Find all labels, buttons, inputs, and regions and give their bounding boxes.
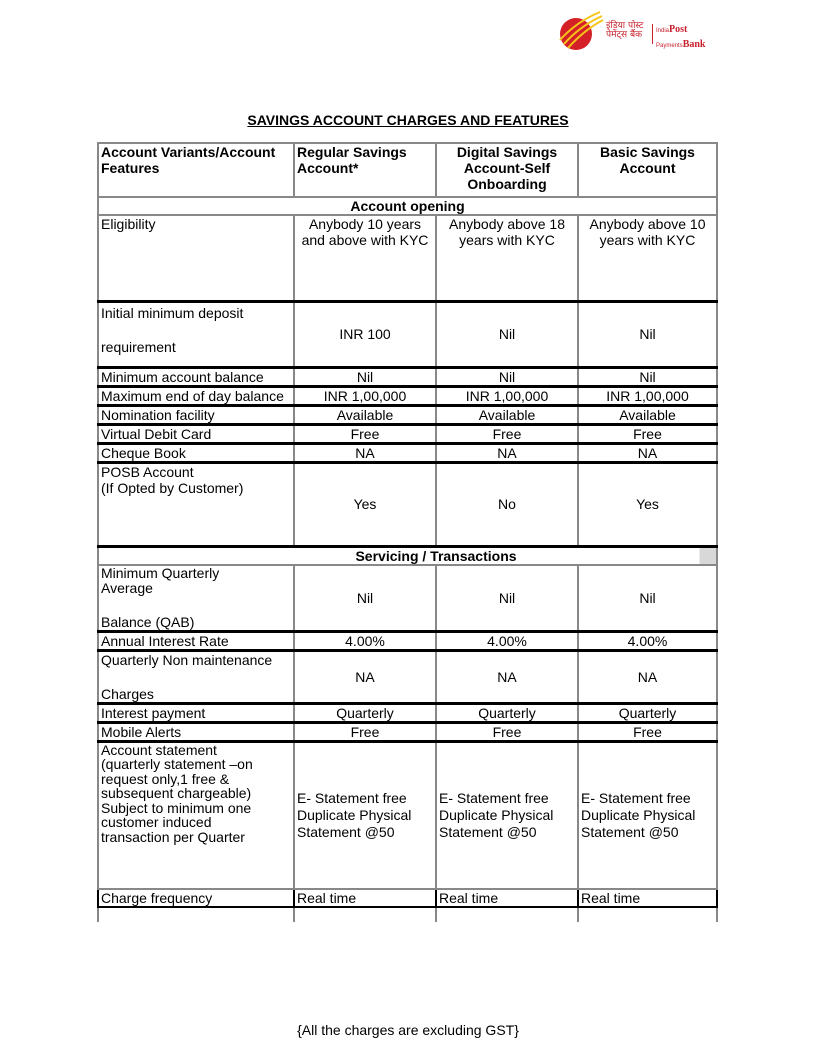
feature-cell: Charge frequency xyxy=(98,889,294,907)
ippb-logo xyxy=(556,8,726,52)
feature-cell xyxy=(98,301,294,367)
empty-cell xyxy=(98,907,294,922)
logo-hindi-line2: पेमेंट्स बैंक xyxy=(606,30,643,40)
header-regular: Regular Savings Account* xyxy=(294,143,436,197)
feature-cell: Nomination facility xyxy=(98,405,294,424)
table-row xyxy=(98,462,717,546)
feature-line: requirement xyxy=(101,338,176,355)
empty-cell xyxy=(436,907,578,922)
logo-separator xyxy=(652,24,653,44)
regular-cell: Nil xyxy=(294,565,436,632)
digital-cell: Nil xyxy=(436,565,578,632)
header-feature: Account Variants/Account Features xyxy=(98,143,294,197)
section-title: Account opening xyxy=(98,197,717,215)
feature-line: Initial minimum deposit xyxy=(101,304,244,321)
basic-cell: Free xyxy=(578,424,717,443)
digital-cell: Quarterly xyxy=(436,703,578,722)
charges-table xyxy=(97,142,718,922)
regular-cell: INR 1,00,000 xyxy=(294,386,436,405)
feature-line: Minimum Quarterly Average xyxy=(101,564,220,596)
document-title xyxy=(0,112,816,128)
regular-cell: NA xyxy=(294,443,436,462)
digital-cell: No xyxy=(436,462,578,546)
table-row xyxy=(98,443,717,462)
section-title: Servicing / Transactions xyxy=(294,546,578,565)
basic-cell: Real time xyxy=(578,889,717,907)
feature-cell xyxy=(98,565,294,632)
table-row xyxy=(98,386,717,405)
logo-post: Post xyxy=(669,24,688,35)
basic-cell: NA xyxy=(578,650,717,703)
digital-cell: Nil xyxy=(436,301,578,367)
feature-cell: Account statement (quarterly statement –on request only,1 free & subsequent chargeable) Subject to minimum one customer induced transaction per Quarter xyxy=(98,741,294,889)
regular-cell: 4.00% xyxy=(294,631,436,650)
table-row xyxy=(98,367,717,386)
regular-cell: Yes xyxy=(294,462,436,546)
regular-cell: Free xyxy=(294,424,436,443)
table-row xyxy=(98,741,717,889)
basic-cell: Quarterly xyxy=(578,703,717,722)
digital-cell: INR 1,00,000 xyxy=(436,386,578,405)
regular-cell: Real time xyxy=(294,889,436,907)
regular-cell: Available xyxy=(294,405,436,424)
feature-line: Quarterly Non maintenance xyxy=(101,651,273,668)
feature-line: Balance (QAB) xyxy=(101,613,195,630)
digital-cell: 4.00% xyxy=(436,631,578,650)
logo-english-text xyxy=(656,22,705,52)
basic-cell: 4.00% xyxy=(578,631,717,650)
basic-cell: INR 1,00,000 xyxy=(578,386,717,405)
document-title-text: SAVINGS ACCOUNT CHARGES AND FEATURES xyxy=(247,112,569,128)
feature-line: POSB Account xyxy=(101,463,194,480)
regular-cell: Free xyxy=(294,722,436,741)
regular-cell: INR 100 xyxy=(294,301,436,367)
digital-cell: Available xyxy=(436,405,578,424)
digital-cell: Nil xyxy=(436,367,578,386)
feature-cell: Annual Interest Rate xyxy=(98,631,294,650)
section-spacer xyxy=(578,546,717,565)
feature-cell: Virtual Debit Card xyxy=(98,424,294,443)
table-header-row xyxy=(98,143,717,197)
table-row xyxy=(98,889,717,907)
logo-hindi-text xyxy=(606,22,643,40)
logo-india: India xyxy=(656,28,670,34)
feature-cell: Maximum end of day balance xyxy=(98,386,294,405)
table-row xyxy=(98,631,717,650)
basic-cell: Yes xyxy=(578,462,717,546)
table-row xyxy=(98,650,717,703)
basic-cell: Available xyxy=(578,405,717,424)
digital-cell: E- Statement free Duplicate Physical Statement @50 xyxy=(436,741,578,889)
basic-cell: Nil xyxy=(578,565,717,632)
basic-cell: Anybody above 10 years with KYC xyxy=(578,215,717,301)
basic-cell: Free xyxy=(578,722,717,741)
feature-line: (If Opted by Customer) xyxy=(101,479,244,496)
table-row xyxy=(98,405,717,424)
section-spacer xyxy=(98,546,294,565)
header-digital: Digital Savings Account-Self Onboarding xyxy=(436,143,578,197)
feature-cell xyxy=(98,650,294,703)
digital-cell: NA xyxy=(436,443,578,462)
table-row xyxy=(98,703,717,722)
digital-cell: Real time xyxy=(436,889,578,907)
header-basic: Basic Savings Account xyxy=(578,143,717,197)
feature-cell: Mobile Alerts xyxy=(98,722,294,741)
basic-cell: Nil xyxy=(578,367,717,386)
section-header-servicing xyxy=(98,546,717,565)
feature-cell: Eligibility xyxy=(98,215,294,301)
regular-cell: Quarterly xyxy=(294,703,436,722)
feature-line: Charges xyxy=(101,685,154,702)
digital-cell: Anybody above 18 years with KYC xyxy=(436,215,578,301)
regular-cell: E- Statement free Duplicate Physical Statement @50 xyxy=(294,741,436,889)
table-row xyxy=(98,215,717,301)
table-row xyxy=(98,565,717,632)
regular-cell: Nil xyxy=(294,367,436,386)
feature-cell: Minimum account balance xyxy=(98,367,294,386)
logo-hindi-line1: इंडिया पोस्ट xyxy=(606,21,644,31)
feature-cell xyxy=(98,462,294,546)
digital-cell: Free xyxy=(436,722,578,741)
basic-cell: E- Statement free Duplicate Physical Statement @50 xyxy=(578,741,717,889)
basic-cell: Nil xyxy=(578,301,717,367)
post-emblem-icon xyxy=(556,10,604,52)
empty-cell xyxy=(294,907,436,922)
table-row xyxy=(98,424,717,443)
feature-cell: Cheque Book xyxy=(98,443,294,462)
digital-cell: NA xyxy=(436,650,578,703)
regular-cell: NA xyxy=(294,650,436,703)
table-row xyxy=(98,722,717,741)
logo-bank: Bank xyxy=(682,39,706,50)
regular-cell: Anybody 10 years and above with KYC xyxy=(294,215,436,301)
section-header-account-opening xyxy=(98,197,717,215)
digital-cell: Free xyxy=(436,424,578,443)
table-row-empty xyxy=(98,907,717,922)
basic-cell: NA xyxy=(578,443,717,462)
table-row xyxy=(98,301,717,367)
empty-cell xyxy=(578,907,717,922)
gst-footnote: {All the charges are excluding GST} xyxy=(297,1022,519,1038)
logo-payments: Payments xyxy=(656,43,683,49)
feature-cell: Interest payment xyxy=(98,703,294,722)
